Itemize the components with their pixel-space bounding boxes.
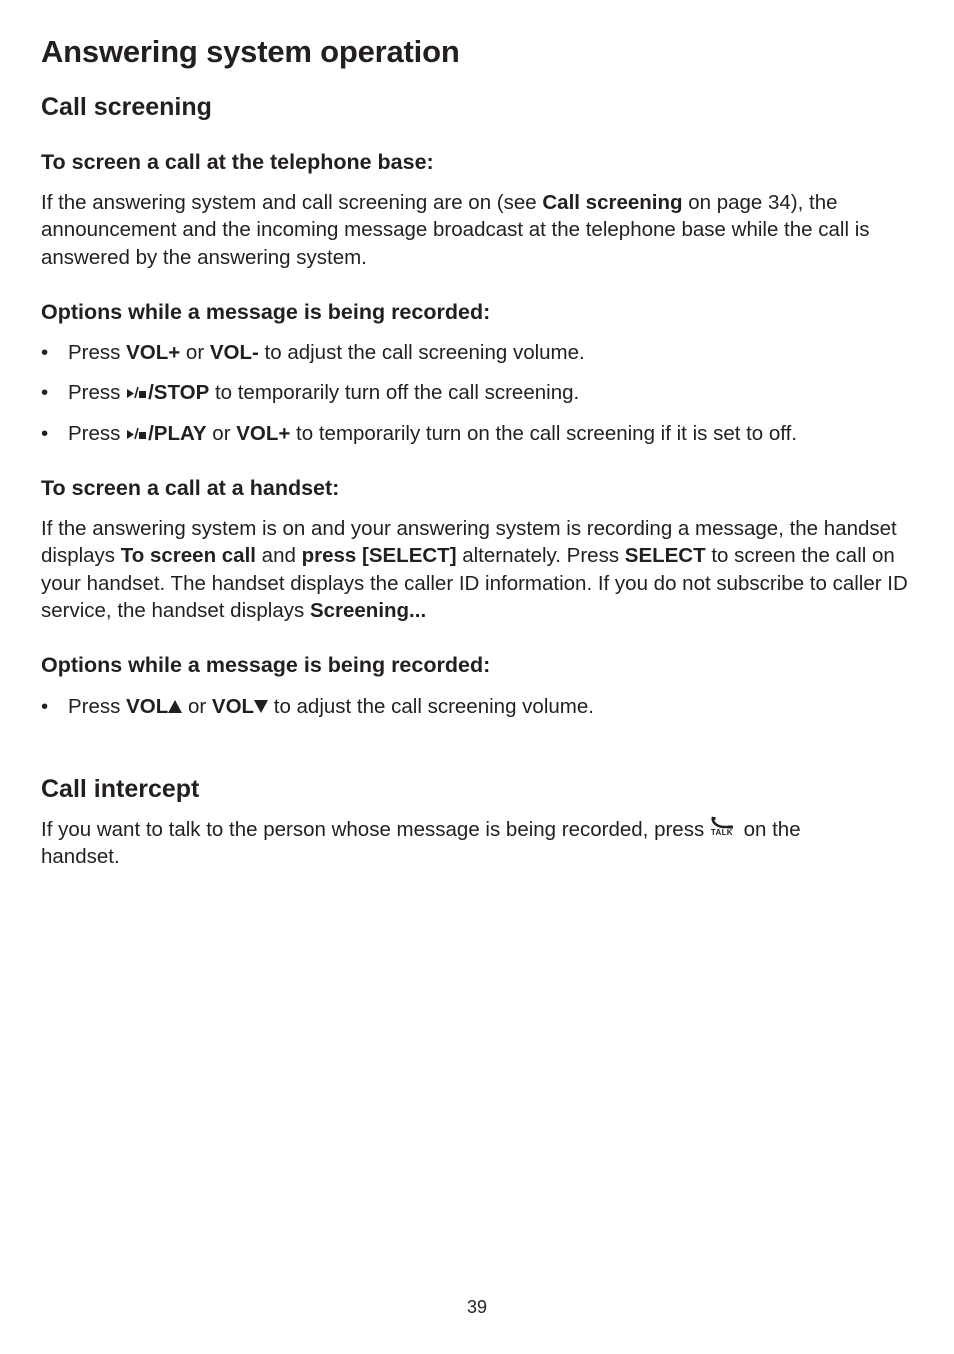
section-heading-call-intercept: Call intercept	[41, 775, 200, 803]
triangle-down-icon	[254, 700, 268, 713]
subheading-options-base: Options while a message is being recorded:	[41, 300, 491, 324]
paragraph-telephone-base: If the answering system and call screening are on (see Call screening on page 34), the announcement and the incoming message broadcast at the telephone base while the call is answered by the answering system.	[41, 191, 870, 269]
play-stop-icon	[126, 426, 148, 440]
talk-icon-label: TALK	[710, 828, 733, 837]
list-item: • Press /STOP to temporarily turn off the call screening.	[41, 381, 580, 404]
subheading-handset: To screen a call at a handset:	[41, 476, 340, 500]
bullet: •	[41, 695, 49, 718]
paragraph-call-intercept: If you want to talk to the person whose message is being recorded, press TALK on the handset.	[41, 818, 801, 869]
paragraph-handset: If the answering system is on and your answering system is recording a message, the handset displays To screen call and press [SELECT] alternately. Press SELECT to screen the call on your handset. The handset displays the caller ID information. If you do not subscribe to caller ID service, the handset displays Screening...	[41, 517, 908, 622]
list-item: • Press VOL or VOL to adjust the call screening volume.	[41, 695, 594, 718]
section-heading-call-screening: Call screening	[41, 93, 212, 121]
bullet: •	[41, 341, 49, 364]
subheading-options-handset: Options while a message is being recorded:	[41, 653, 491, 677]
page-title: Answering system operation	[41, 34, 460, 69]
play-stop-icon	[126, 385, 148, 399]
bullet: •	[41, 422, 49, 445]
talk-icon	[710, 816, 738, 840]
page-number: 39	[466, 1297, 488, 1317]
list-item: • Press /PLAY or VOL+ to temporarily turn on the call screening if it is set to off.	[41, 422, 798, 445]
subheading-telephone-base: To screen a call at the telephone base:	[41, 150, 434, 174]
triangle-up-icon	[168, 700, 182, 713]
bullet: •	[41, 381, 49, 404]
list-item: • Press VOL+ or VOL- to adjust the call screening volume.	[41, 341, 585, 364]
